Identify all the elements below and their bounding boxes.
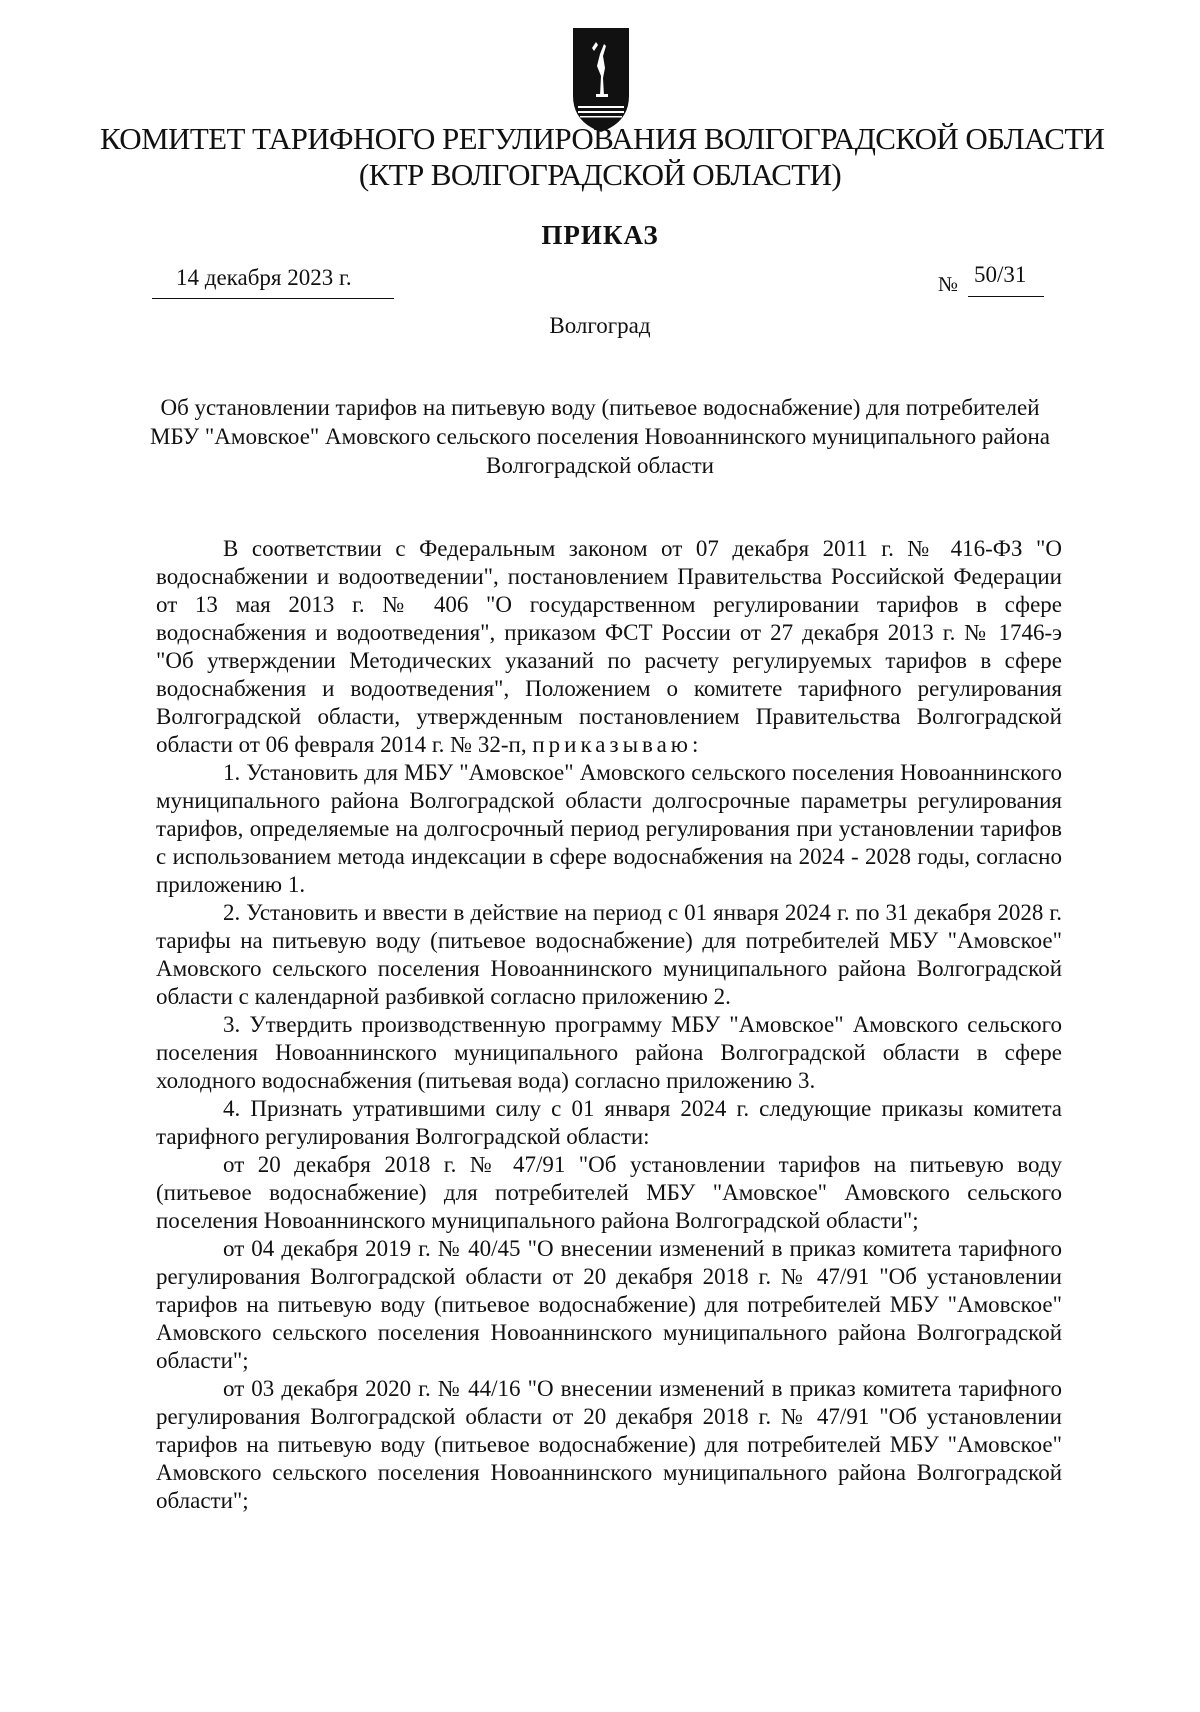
number-field (968, 262, 1044, 297)
organization-short-name: (КТР ВОЛГОГРАДСКОЙ ОБЛАСТИ) (358, 157, 842, 192)
item-paragraph: 3. Утвердить производственную программу МБУ "Амовское" Амовского сельского поселения Новоаннинского муниципального района Волгоградской области в сфере холодного водоснабжения (питьевая вода) согласно приложению 3. (156, 1012, 1062, 1093)
document-body (156, 535, 1062, 1515)
document-type: ПРИКАЗ (541, 220, 659, 250)
date-field (152, 262, 394, 299)
document-title: Об установлении тарифов на питьевую воду (питьевое водоснабжение) для потребителей МБУ "Амовское" Амовского сельского поселения Новоаннинского муниципального района Волгоградской области (150, 395, 1050, 478)
order-word: приказываю: (532, 732, 703, 757)
document-city: Волгоград (549, 313, 651, 338)
preamble-paragraph (156, 535, 1062, 759)
document-number: 50/31 (974, 262, 1027, 287)
number-sign: № (938, 272, 959, 296)
item-paragraph: 1. Установить для МБУ "Амовское" Амовского сельского поселения Новоаннинского муниципального района Волгоградской области долгосрочные параметры регулирования тарифов, определяемые на долгосрочный период регулирования при установлении тарифов с использованием метода индексации в сфере водоснабжения на 2024 - 2028 годы, согласно приложению 1. (156, 760, 1062, 897)
item-paragraph: 4. Признать утратившими силу с 01 января 2024 г. следующие приказы комитета тарифного регулирования Волгоградской области: (156, 1096, 1062, 1149)
document-date: 14 декабря 2023 г. (176, 265, 352, 290)
repealed-order-paragraph: от 04 декабря 2019 г. № 40/45 "О внесении изменений в приказ комитета тарифного регулирования Волгоградской области от 20 декабря 2018 г. № 47/91 "Об установлении тарифов на питьевую воду (питьевое водоснабжение) для потребителей МБУ "Амовское" Амовского сельского поселения Новоаннинского муниципального района Волгоградской области"; (156, 1236, 1062, 1373)
organization-name: КОМИТЕТ ТАРИФНОГО РЕГУЛИРОВАНИЯ ВОЛГОГРАДСКОЙ ОБЛАСТИ (100, 121, 1105, 156)
item-paragraph: 2. Установить и ввести в действие на период с 01 января 2024 г. по 31 декабря 2028 г. тарифы на питьевую воду (питьевое водоснабжение) для потребителей МБУ "Амовское" Амовского сельского поселения Новоаннинского муниципального района Волгоградской области с календарной разбивкой согласно приложению 2. (156, 900, 1062, 1009)
coat-of-arms-icon (570, 26, 632, 136)
preamble-text: В соответствии с Федеральным законом от 07 декабря 2011 г. № 416-ФЗ "О водоснабжении и водоотведении", постановлением Правительства Российской Федерации от 13 мая 2013 г. № 406 "О государственном регулировании тарифов в сфере водоснабжения и водоотведения", приказом ФСТ России от 27 декабря 2013 г. № 1746-э "Об утверждении Методических указаний по расчету регулируемых тарифов в сфере водоснабжения и водоотведения", Положением о комитете тарифного регулирования Волгоградской области, утвержденным постановлением Правительства Волгоградской области от 06 февраля 2014 г. № 32-п, (156, 536, 1062, 757)
repealed-order-paragraph: от 03 декабря 2020 г. № 44/16 "О внесении изменений в приказ комитета тарифного регулирования Волгоградской области от 20 декабря 2018 г. № 47/91 "Об установлении тарифов на питьевую воду (питьевое водоснабжение) для потребителей МБУ "Амовское" Амовского сельского поселения Новоаннинского муниципального района Волгоградской области"; (156, 1376, 1062, 1513)
repealed-order-paragraph: от 20 декабря 2018 г. № 47/91 "Об установлении тарифов на питьевую воду (питьевое водоснабжение) для потребителей МБУ "Амовское" Амовского сельского поселения Новоаннинского муниципального района Волгоградской области"; (156, 1152, 1062, 1233)
